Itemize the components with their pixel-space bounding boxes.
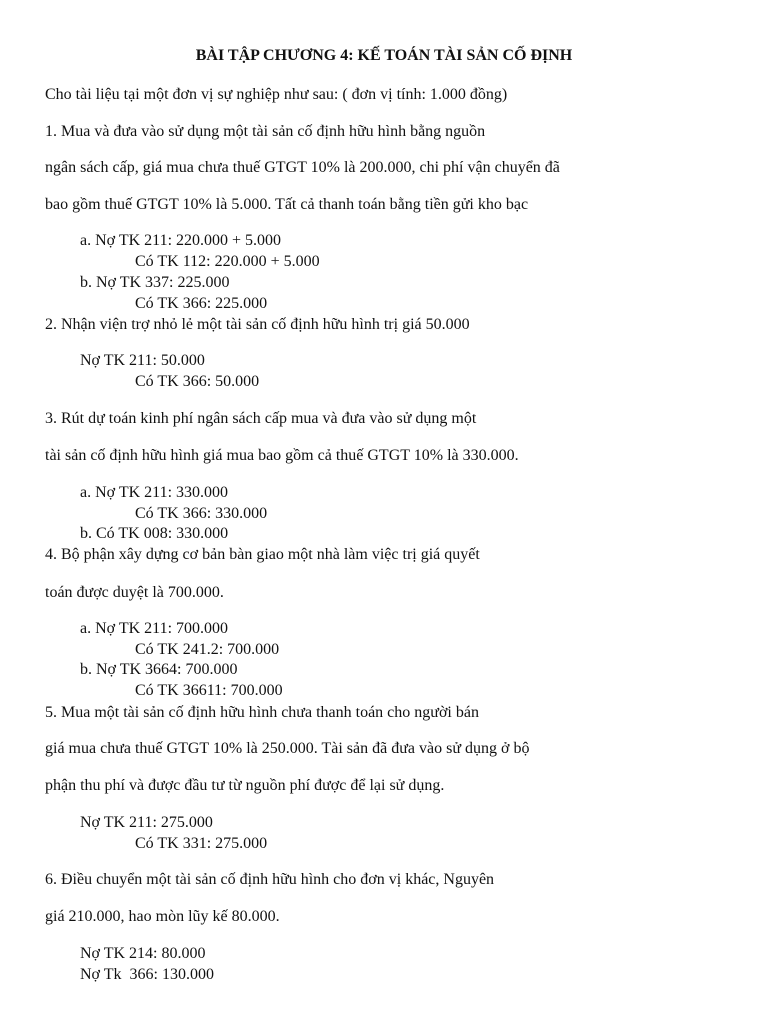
problem-4-entry-4: Có TK 36611: 700.000 [135,682,283,699]
problem-4-entry-2: Có TK 241.2: 700.000 [135,641,280,658]
problem-3-entry-2: Có TK 366: 330.000 [135,505,268,522]
problem-6-line-1: 6. Điều chuyển một tài sản cố định hữu hình cho đơn vị khác, Nguyên [45,871,495,888]
problem-3-entry-3: b. Có TK 008: 330.000 [80,525,229,542]
problem-4-entry-3: b. Nợ TK 3664: 700.000 [80,661,238,678]
problem-6-line-2: giá 210.000, hao mòn lũy kế 80.000. [45,908,280,925]
problem-4-line-2: toán được duyệt là 700.000. [45,584,224,601]
problem-1-line-3: bao gồm thuế GTGT 10% là 5.000. Tất cả thanh toán bằng tiền gửi kho bạc [45,196,529,213]
problem-1-entry-4: Có TK 366: 225.000 [135,295,268,312]
problem-1-line-2: ngân sách cấp, giá mua chưa thuế GTGT 10% là 200.000, chi phí vận chuyển đã [45,159,560,176]
problem-5-line-1: 5. Mua một tài sản cố định hữu hình chưa thanh toán cho người bán [45,704,479,721]
problem-3-line-2: tài sản cố định hữu hình giá mua bao gồm cả thuế GTGT 10% là 330.000. [45,447,519,464]
problem-5-entry-1: Nợ TK 211: 275.000 [80,814,213,831]
problem-5-line-3: phận thu phí và được đầu tư từ nguồn phí được để lại sử dụng. [45,777,445,794]
intro-text: Cho tài liệu tại một đơn vị sự nghiệp như sau: ( đơn vị tính: 1.000 đồng) [45,86,508,103]
problem-3-entry-1: a. Nợ TK 211: 330.000 [80,484,229,501]
problem-3-line-1: 3. Rút dự toán kinh phí ngân sách cấp mua và đưa vào sử dụng một [45,410,477,427]
document-title: BÀI TẬP CHƯƠNG 4: KẾ TOÁN TÀI SẢN CỐ ĐỊNH [195,47,573,64]
problem-6-entry-1: Nợ TK 214: 80.000 [80,945,206,962]
problem-1-entry-1: a. Nợ TK 211: 220.000 + 5.000 [80,232,282,249]
problem-4-entry-1: a. Nợ TK 211: 700.000 [80,620,229,637]
problem-2-line-1: 2. Nhận viện trợ nhỏ lẻ một tài sản cố định hữu hình trị giá 50.000 [45,316,470,333]
problem-1-entry-2: Có TK 112: 220.000 + 5.000 [135,253,320,270]
problem-5-entry-2: Có TK 331: 275.000 [135,835,268,852]
problem-1-entry-3: b. Nợ TK 337: 225.000 [80,274,230,291]
problem-1-line-1: 1. Mua và đưa vào sử dụng một tài sản cố định hữu hình bằng nguồn [45,123,486,140]
problem-4-line-1: 4. Bộ phận xây dựng cơ bản bàn giao một nhà làm việc trị giá quyết [45,546,480,563]
problem-2-entry-1: Nợ TK 211: 50.000 [80,352,205,369]
problem-5-line-2: giá mua chưa thuế GTGT 10% là 250.000. Tài sản đã đưa vào sử dụng ở bộ [45,740,530,757]
problem-2-entry-2: Có TK 366: 50.000 [135,373,260,390]
problem-6-entry-2: Nợ Tk 366: 130.000 [80,966,214,983]
